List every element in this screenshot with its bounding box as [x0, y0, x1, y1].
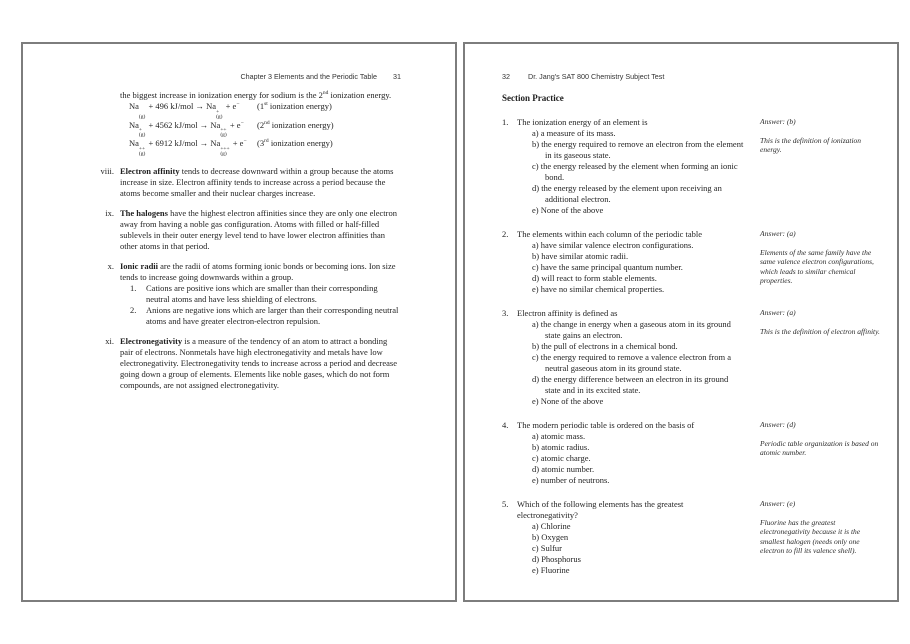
option: a) a measure of its mass.: [532, 128, 616, 138]
answer-note: [760, 117, 881, 216]
questions-list: [502, 117, 881, 576]
answer-explanation: This is the definition of electron affinity.: [760, 326, 880, 336]
options-list: [532, 319, 745, 407]
topic-item-xi: [87, 336, 401, 391]
state-subscript: (g): [220, 150, 227, 157]
right-page-content: [465, 44, 897, 576]
equation-formula: Na ++ (g) + 6912 kJ/mol → Na +++ (g) + e−: [129, 138, 247, 157]
option: b) the pull of electrons in a chemical bond.: [532, 341, 678, 351]
option: c) atomic charge.: [532, 453, 591, 463]
question-2: [502, 229, 881, 295]
sub-sup-stack: [220, 147, 229, 157]
equation-label: (1st ionization energy): [257, 101, 332, 111]
options-list: [532, 431, 745, 486]
option: e) number of neutrons.: [532, 475, 610, 485]
list-marker: viii.: [100, 165, 114, 176]
topic-term: Electronegativity: [120, 335, 183, 346]
ordinal-superscript: nd: [264, 119, 270, 126]
sub-list-item: [130, 283, 401, 305]
chemical-formula: Na ++ (g): [210, 119, 227, 138]
topic-term: Ionic radii: [120, 260, 159, 271]
intro-paragraph: [120, 90, 401, 101]
sub-list-item: [130, 305, 401, 327]
option: e) None of the above: [532, 205, 604, 215]
answer-note: [760, 229, 881, 295]
question-body: [517, 117, 745, 216]
option: b) atomic radius.: [532, 442, 590, 452]
question-main: [502, 117, 754, 216]
equation-formula: Na (g) + 496 kJ/mol → Na + (g) + e−: [129, 101, 240, 120]
answer-label: Answer: (a): [760, 308, 796, 317]
answer-explanation: This is the definition of ionization energy.: [760, 135, 862, 155]
sub-sup-stack: [139, 147, 145, 157]
sub-list-marker: 2.: [130, 304, 137, 315]
sub-sup-stack: [139, 110, 145, 120]
option: b) Oxygen: [532, 532, 569, 542]
sub-sup-stack: [220, 128, 226, 138]
answer-explanation: Fluorine has the greatest electronegativity because it is the smallest halogen (needs only one electron to fill its valence shell).: [760, 517, 861, 556]
right-running-head: [502, 72, 881, 82]
equation: [129, 120, 401, 139]
options-list: [532, 240, 745, 295]
chemical-formula: Na (g): [129, 101, 146, 120]
option: a) atomic mass.: [532, 431, 586, 441]
answer-note: [760, 308, 881, 407]
sub-sup-stack: [216, 110, 222, 120]
chapter-title: Chapter 3 Elements and the Periodic Table: [240, 72, 377, 81]
answer-label: Answer: (d): [760, 420, 796, 429]
option: b) the energy required to remove an electron from the element in its gaseous state.: [532, 139, 744, 160]
question-text: Electron affinity is defined as: [517, 308, 618, 318]
equation: [129, 138, 401, 157]
ordinal-superscript: rd: [264, 138, 269, 145]
section-heading: Section Practice: [502, 93, 564, 103]
question-body: [517, 420, 745, 486]
option: e) None of the above: [532, 396, 604, 406]
charge-superscript: ++: [138, 145, 146, 152]
question-number: 4.: [502, 420, 509, 430]
topic-text: Ionic radii are the radii of atoms forming ionic bonds or becoming ions. Ion size tends to increase going downwards within a group. 1. Cations are positive ions which are smaller than their corresponding neutral atoms and have less shielding of electrons. 2. Anions are negative ions which are larger than their corresponding neutral atoms and have greater electron-electron repulsion.: [120, 261, 401, 327]
question-number: 1.: [502, 117, 509, 127]
left-running-head: [120, 72, 401, 82]
charge-superscript: ++: [220, 127, 227, 133]
sub-list-text: Anions are negative ions which are larger than their corresponding neutral atoms and have greater electron-electron repulsion.: [146, 304, 399, 326]
electron-charge: −: [243, 138, 247, 145]
electron-charge: −: [240, 119, 244, 126]
question-main: [502, 229, 754, 295]
electron-charge: −: [236, 101, 240, 108]
option: e) Fluorine: [532, 565, 570, 575]
option: d) the energy released by the element upon receiving an additional electron.: [532, 183, 722, 204]
option: d) will react to form stable elements.: [532, 273, 657, 283]
equation: [129, 101, 401, 120]
question-body: [517, 229, 745, 295]
topic-text: Electron affinity tends to decrease downward within a group because the atoms increase in size. Electron affinity tends to increase across a period because the atoms become smaller and their nuclear charges increase.: [120, 165, 394, 198]
chemical-formula: Na + (g): [129, 119, 146, 138]
answer-label: Answer: (e): [760, 499, 796, 508]
book-title: Dr. Jang's SAT 800 Chemistry Subject Test: [528, 72, 665, 81]
right-page-number: 32: [502, 72, 510, 81]
equation-label: (2nd ionization energy): [257, 119, 334, 130]
topic-list: [100, 165, 401, 391]
question-4: [502, 420, 881, 486]
option: c) the energy required to remove a valence electron from a neutral gaseous atom in its ground state.: [532, 352, 732, 373]
list-marker: x.: [107, 260, 114, 271]
answer-note: [760, 420, 881, 486]
option: c) Sulfur: [532, 543, 562, 553]
question-1: [502, 117, 881, 216]
ordinal-superscript: st: [264, 101, 268, 108]
options-list: [532, 521, 745, 576]
equation-formula: Na + (g) + 4562 kJ/mol → Na ++ (g) + e−: [129, 119, 244, 138]
answer-note: [760, 499, 881, 576]
answer-label: Answer: (b): [760, 117, 796, 126]
question-main: [502, 308, 754, 407]
topic-item-ix: [87, 208, 401, 252]
sub-sup-stack: [139, 128, 145, 138]
topic-item-viii: [87, 166, 401, 199]
intro-text-tail: ionization energy.: [328, 90, 392, 100]
topic-text: The halogens have the highest electron affinities since they are only one electron away from having a noble gas configuration. Atoms with filled or half-filled sublevels in their outer energy level tend to have lower electron affinities than other atoms in that period.: [120, 207, 397, 251]
answer-explanation: Elements of the same family have the same valence electron configurations, which leads to similar chemical properties.: [760, 247, 874, 286]
list-marker: xi.: [105, 335, 114, 346]
topic-item-x: [87, 261, 401, 327]
question-body: [517, 499, 745, 576]
question-number: 5.: [502, 499, 509, 509]
question-5: [502, 499, 881, 576]
right-page: [463, 42, 899, 602]
ordinal-superscript: nd: [322, 90, 329, 97]
question-number: 2.: [502, 229, 509, 239]
option: d) atomic number.: [532, 464, 595, 474]
topic-text: Electronegativity is a measure of the tendency of an atom to attract a bonding pair of electrons. Nonmetals have high electronegativity and metals have low electronegativity. Electronegativity tends to increase across a period and decrease going down a group of elements. Elements like noble gases, which do not form compounds, are not assigned electronegativity.: [120, 335, 397, 390]
option: e) have no similar chemical properties.: [532, 284, 665, 294]
question-main: [502, 499, 754, 576]
option: c) have the same principal quantum number.: [532, 262, 683, 272]
question-main: [502, 420, 754, 486]
question-3: [502, 308, 881, 407]
ionization-equations: [129, 101, 401, 157]
question-text: The elements within each column of the periodic table: [517, 229, 703, 239]
equation-label: (3rd ionization energy): [257, 138, 333, 148]
answer-label: Answer: (a): [760, 229, 796, 238]
state-subscript: (g): [138, 113, 146, 120]
question-text: Which of the following elements has the greatest electronegativity?: [517, 499, 684, 520]
state-subscript: (g): [216, 113, 223, 120]
options-list: [532, 128, 745, 216]
topic-term: Electron affinity: [120, 165, 180, 176]
option: a) Chlorine: [532, 521, 571, 531]
option: a) the change in energy when a gaseous atom in its ground state gains an electron.: [532, 319, 731, 340]
chemical-formula: Na +++ (g): [210, 138, 230, 157]
intro-text: the biggest increase in ionization energy for sodium is the 2: [120, 90, 323, 100]
left-page-number: 31: [393, 72, 401, 81]
charge-superscript: +: [138, 127, 143, 133]
option: b) have similar atomic radii.: [532, 251, 629, 261]
chemical-formula: Na ++ (g): [129, 138, 146, 157]
topic-term: The halogens: [120, 207, 168, 218]
option: d) the energy difference between an electron in its ground state and in its excited state.: [532, 374, 729, 395]
state-subscript: (g): [220, 132, 227, 138]
option: a) have similar valence electron configurations.: [532, 240, 694, 250]
option: c) the energy released by the element when forming an ionic bond.: [532, 161, 738, 182]
left-page: [21, 42, 457, 602]
sub-list-marker: 1.: [130, 282, 137, 293]
charge-superscript: +: [216, 108, 220, 115]
sub-list-text: Cations are positive ions which are smaller than their corresponding neutral atoms and have less shielding of electrons.: [146, 282, 378, 304]
charge-superscript: +++: [220, 145, 230, 152]
left-page-content: [23, 44, 455, 391]
chemical-formula: Na + (g): [206, 101, 223, 120]
option: d) Phosphorus: [532, 554, 581, 564]
question-body: [517, 308, 745, 407]
state-subscript: (g): [138, 132, 146, 138]
question-number: 3.: [502, 308, 509, 318]
question-text: The ionization energy of an element is: [517, 117, 648, 127]
answer-explanation: Periodic table organization is based on atomic number.: [760, 438, 879, 458]
question-text: The modern periodic table is ordered on the basis of: [517, 420, 695, 430]
state-subscript: (g): [138, 150, 146, 157]
list-marker: ix.: [105, 207, 114, 218]
